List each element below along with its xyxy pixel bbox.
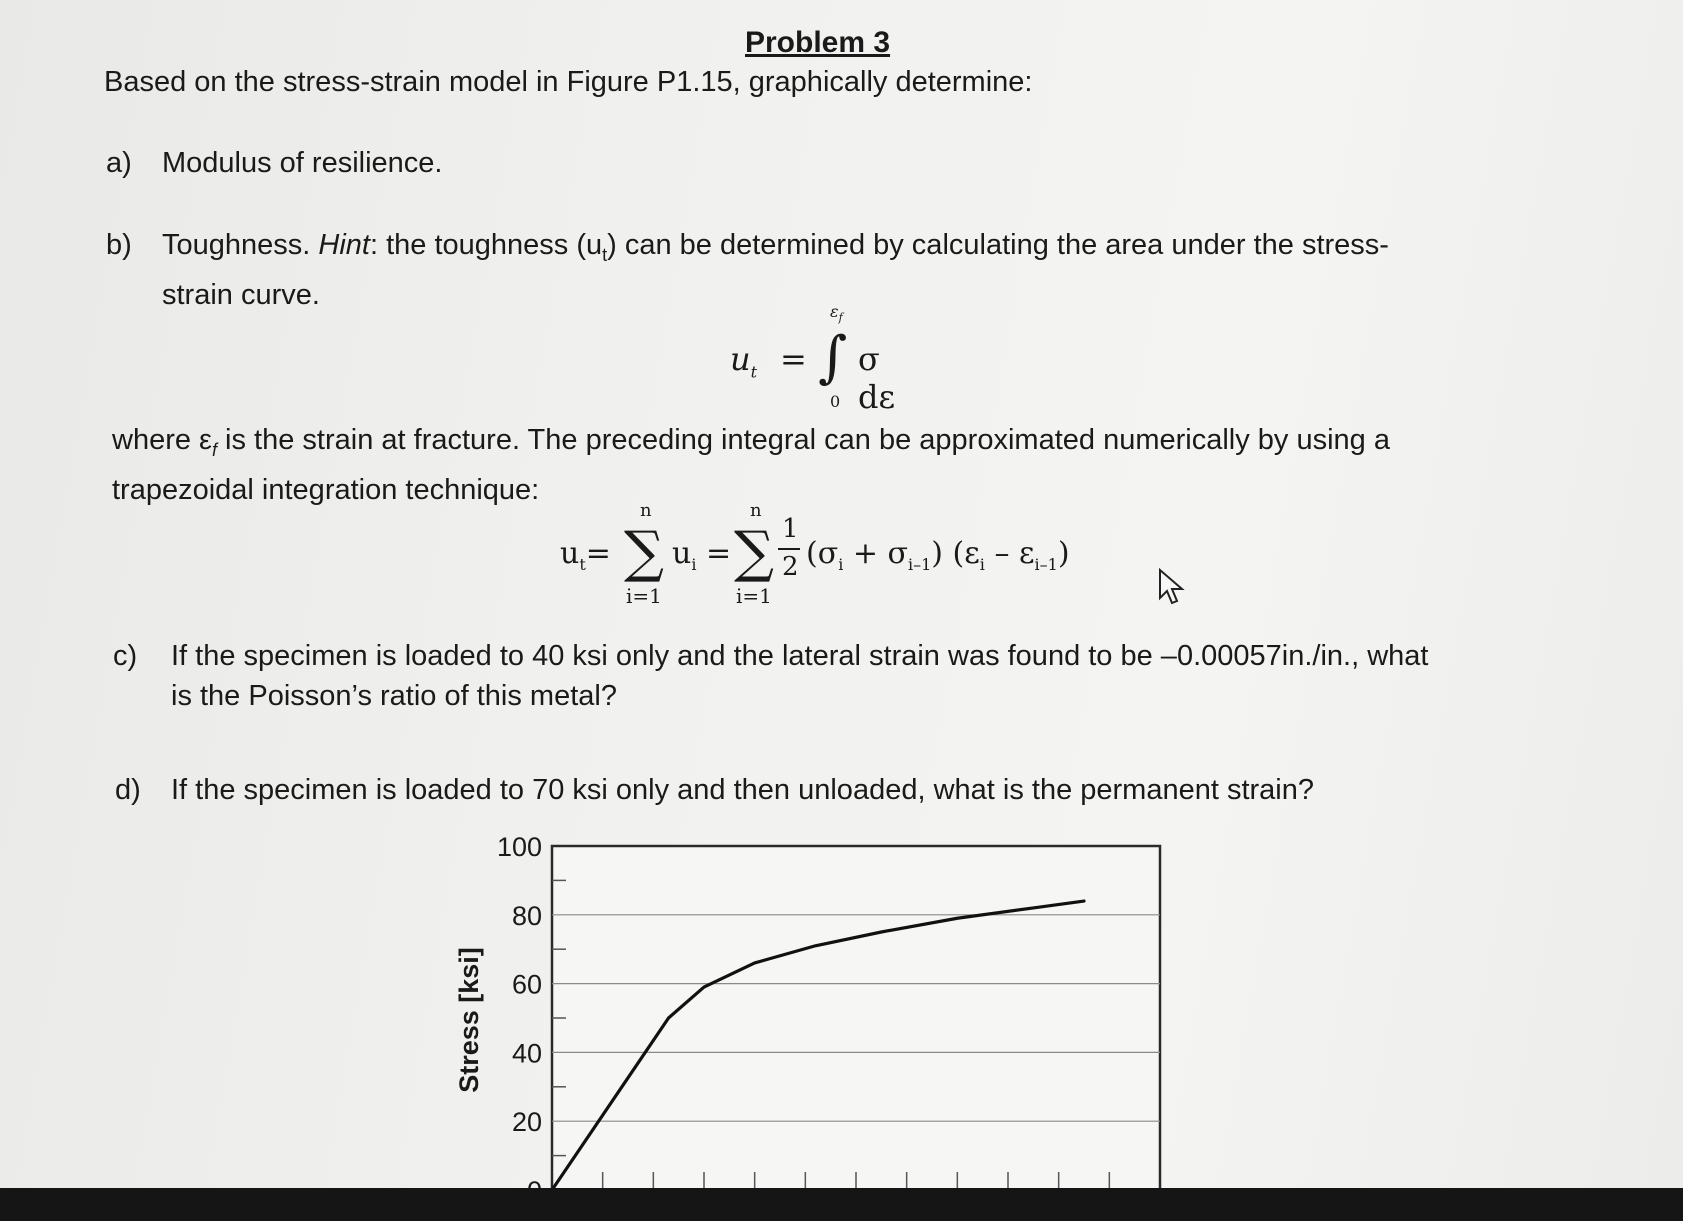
question-b-end: ) can be determined by calculating the area under the stress- — [607, 229, 1389, 261]
y-axis-label: Stress [ksi] — [454, 947, 484, 1093]
question-b-label: b) — [106, 229, 132, 261]
y-tick-label-100: 100 — [496, 832, 542, 862]
eq2-body: $(\sigma_i + \sigma_{i-1})$ $(\varepsilon_i - \varepsilon_{i-1})$ — [806, 536, 1070, 574]
where-text: where $\varepsilon_f$ is the strain at fracture. The preceding integral can be approximated numerically by using a trapezoidal integration technique: — [112, 424, 1390, 506]
sum2-top: n — [750, 500, 762, 521]
question-c-label: c) — [113, 640, 138, 672]
fraction-denominator: 2 — [782, 552, 799, 582]
sum1-top: n — [640, 500, 652, 521]
eq1-lhs: $u_t$ — [730, 340, 758, 382]
y-tick-label-60: 60 — [511, 969, 542, 1000]
question-b-start: Toughness. — [162, 229, 319, 261]
eq1-integrand: σ dε — [858, 340, 896, 416]
y-tick-label-20: 20 — [511, 1107, 542, 1138]
question-d-text: If the specimen is loaded to 70 ksi only and then unloaded, what is the permanent strain? — [171, 774, 1314, 806]
eq1-upper-limit: $\varepsilon_f$ — [830, 302, 843, 325]
question-b-sub: t — [602, 244, 608, 265]
eq1-lower-limit: 0 — [830, 392, 841, 411]
integral-sign-icon: ∫ — [818, 325, 848, 390]
intro-text: Based on the stress-strain model in Figure P1.15, graphically determine: — [104, 66, 1033, 98]
hint-word: Hint — [318, 229, 370, 261]
plot-area — [552, 846, 1160, 1190]
question-a-label: a) — [106, 147, 132, 179]
sigma-sum-icon: ∑ — [624, 520, 664, 585]
sum2-bottom: i=1 — [736, 584, 772, 608]
y-tick-label-80: 80 — [511, 900, 542, 931]
question-a-text: Modulus of resilience. — [162, 147, 443, 179]
problem-title: Problem 3 — [745, 26, 891, 59]
eq2-lhs: $u_t=$ — [560, 536, 611, 574]
question-b-mid: : the toughness (u — [369, 229, 603, 261]
fraction-numerator: 1 — [782, 514, 799, 544]
eq2-term: $u_i$ = — [672, 536, 732, 574]
question-d-label: d) — [115, 774, 141, 806]
y-tick-label-40: 40 — [511, 1038, 542, 1069]
chart-frame — [552, 846, 1160, 1190]
question-c-text: If the specimen is loaded to 40 ksi only and the lateral strain was found to be –0.00057in./in., what is the Poisson’s ratio of this metal? — [171, 640, 1429, 712]
sigma-sum-icon-2: ∑ — [734, 520, 774, 585]
sum1-bottom: i=1 — [626, 584, 662, 608]
question-b-line2: strain curve. — [162, 278, 320, 311]
eq1-equals: = — [780, 340, 807, 378]
dark-bottom-edge — [0, 1188, 1683, 1221]
